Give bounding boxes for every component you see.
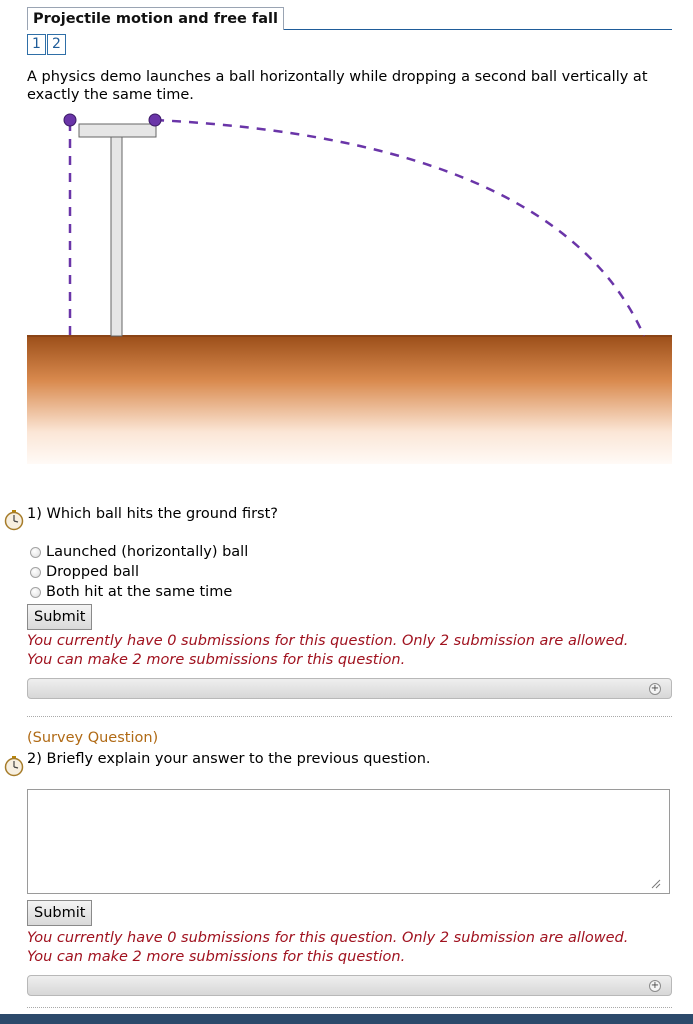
option-label: Dropped ball: [46, 564, 139, 580]
question-1-prompt: 1) Which ball hits the ground first?: [27, 506, 278, 522]
stopwatch-icon: [3, 509, 25, 531]
page-link-1[interactable]: 1: [27, 34, 46, 55]
divider: [27, 1007, 672, 1008]
submission-remaining-text: You can make 2 more submissions for this question.: [27, 651, 406, 668]
ground: [27, 336, 672, 464]
divider: [27, 716, 672, 717]
submission-count-text: You currently have 0 submissions for this question. Only 2 submission are allowed.: [27, 633, 629, 649]
explanation-textarea[interactable]: [27, 789, 670, 894]
intro-text: A physics demo launches a ball horizontally while dropping a second ball vertically at exactly the same time.: [27, 69, 648, 103]
submission-remaining-text: You can make 2 more submissions for this question.: [27, 948, 406, 965]
submission-count-text: You currently have 0 submissions for this question. Only 2 submission are allowed.: [27, 930, 629, 946]
plus-icon[interactable]: +: [650, 683, 660, 694]
launcher-platform: [79, 124, 156, 137]
page-navigation: [27, 34, 67, 55]
page-title: Projectile motion and free fall: [27, 7, 284, 30]
question-2-prompt: 2) Briefly explain your answer to the previous question.: [27, 751, 431, 767]
radio-same-time[interactable]: [30, 587, 41, 598]
projectile-diagram: [27, 110, 672, 465]
question-2-expand-bar[interactable]: [27, 975, 672, 996]
stopwatch-icon: [3, 755, 25, 777]
footer-bar: [0, 1014, 693, 1024]
radio-dropped-ball[interactable]: [30, 567, 41, 578]
option-label: Launched (horizontally) ball: [46, 544, 249, 560]
question-2-status: [27, 929, 628, 966]
title-bar: [27, 7, 672, 30]
dropped-ball: [64, 114, 76, 126]
option-launched-ball[interactable]: [30, 542, 248, 562]
option-dropped-ball[interactable]: [30, 562, 248, 582]
question-1-expand-bar[interactable]: [27, 678, 672, 699]
page-link-2[interactable]: 2: [47, 34, 66, 55]
question-1-status: [27, 632, 628, 669]
plus-icon[interactable]: +: [650, 980, 660, 991]
survey-question-label: (Survey Question): [27, 730, 159, 746]
question-2-submit-button[interactable]: Submit: [27, 900, 92, 926]
option-label: Both hit at the same time: [46, 584, 233, 600]
launcher-post: [111, 137, 122, 336]
option-same-time[interactable]: [30, 582, 248, 602]
radio-launched-ball[interactable]: [30, 547, 41, 558]
question-1-submit-button[interactable]: Submit: [27, 604, 92, 630]
projectile-path: [155, 120, 644, 336]
resize-grip-icon[interactable]: [651, 879, 661, 889]
question-1-options: [30, 542, 248, 602]
launched-ball: [149, 114, 161, 126]
